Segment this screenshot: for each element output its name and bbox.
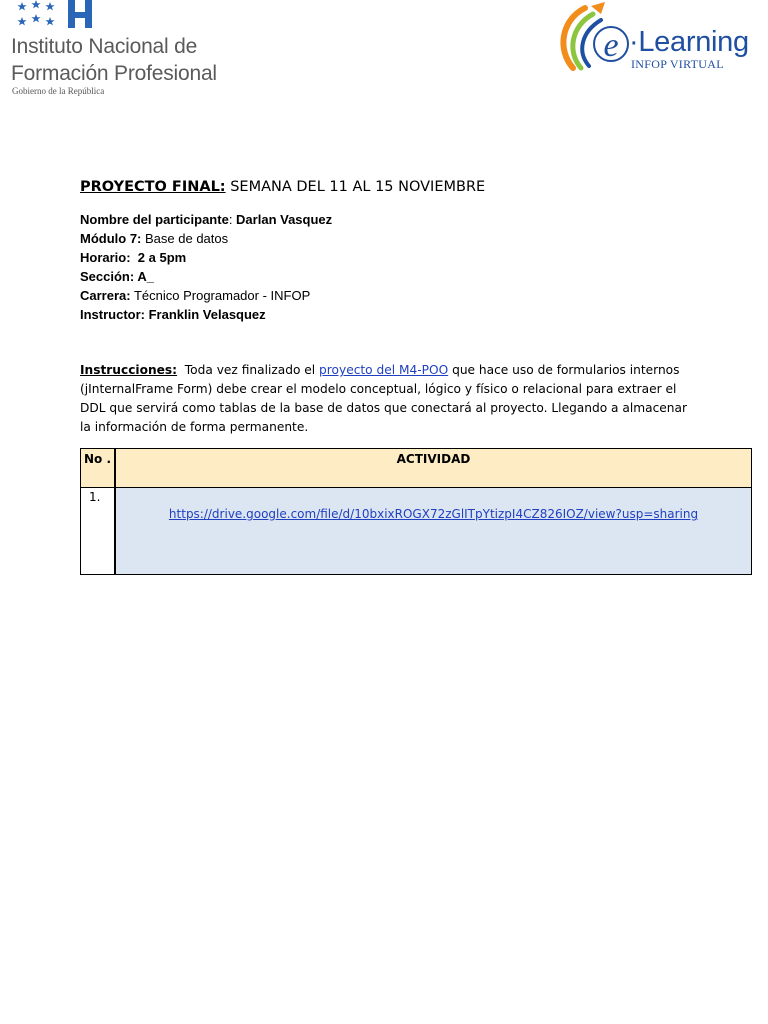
- instructions-text-end: que hace uso de formularios internos (jInternalFrame Form) debe crear el modelo conceptual, lógico y físico o relacional para extraer el DDL que servirá como tablas de la base de datos que conectará al proyecto. Llegando a almacenar la información de forma permanente.: [80, 363, 688, 434]
- participant-name-value: Darlan Vasquez: [236, 212, 333, 227]
- title-text: SEMANA DEL 11 AL 15 NOVIEMBRE: [225, 179, 486, 195]
- infop-logo: [0, 0, 250, 100]
- section-label: Sección:: [80, 269, 135, 284]
- header-no: No .: [81, 449, 116, 488]
- schedule-label: Horario:: [80, 250, 131, 265]
- drive-link[interactable]: https://drive.google.com/file/d/10bxixROGX72zGlITpYtizpI4CZ826IOZ/view?usp=sharing: [168, 507, 699, 521]
- schedule-value: 2 a 5pm: [130, 250, 187, 265]
- participant-name-label: Nombre del participante: [80, 212, 229, 227]
- module-label: Módulo 7:: [80, 231, 142, 246]
- activity-table: [80, 448, 752, 575]
- module-value: Base de datos: [141, 231, 229, 246]
- title-label: PROYECTO FINAL:: [80, 179, 226, 195]
- table-row: [81, 488, 752, 575]
- schedule-row: [80, 248, 332, 267]
- government-label: Gobierno de la República: [12, 86, 105, 96]
- participant-name-separator: :: [228, 212, 237, 227]
- module-row: [80, 229, 332, 248]
- instructor-value: Franklin Velasquez: [145, 307, 266, 322]
- svg-text:e: e: [603, 27, 619, 64]
- elearning-swoosh-icon: [555, 0, 635, 76]
- table-header-row: [81, 449, 752, 488]
- elearning-logo: [555, 0, 760, 76]
- section-value: A_: [134, 269, 154, 284]
- activity-cell: [115, 488, 752, 575]
- page-title: [80, 179, 485, 195]
- career-row: [80, 286, 332, 305]
- instructions-text-start: Toda vez finalizado el: [177, 363, 320, 377]
- instructions-label: Instrucciones:: [80, 363, 178, 377]
- institution-name-line2: Formación Profesional: [11, 62, 217, 85]
- career-label: Carrera:: [80, 288, 131, 303]
- instructions-paragraph: [80, 361, 690, 437]
- career-value: Técnico Programador - INFOP: [130, 288, 311, 303]
- institution-name-line1: Instituto Nacional de: [11, 35, 198, 58]
- row-number: 1.: [81, 488, 116, 575]
- honduras-stars-logo-icon: [8, 0, 96, 30]
- elearning-subtitle: INFOP VIRTUAL: [631, 57, 724, 71]
- elearning-wordmark: ·Learning: [629, 26, 749, 58]
- participant-name-row: [80, 210, 332, 229]
- header-activity: ACTIVIDAD: [115, 449, 752, 488]
- section-row: [80, 267, 332, 286]
- instructor-label: Instructor:: [80, 307, 145, 322]
- participant-info: [80, 210, 332, 324]
- instructor-row: [80, 305, 332, 324]
- project-link[interactable]: proyecto del M4-POO: [319, 363, 449, 377]
